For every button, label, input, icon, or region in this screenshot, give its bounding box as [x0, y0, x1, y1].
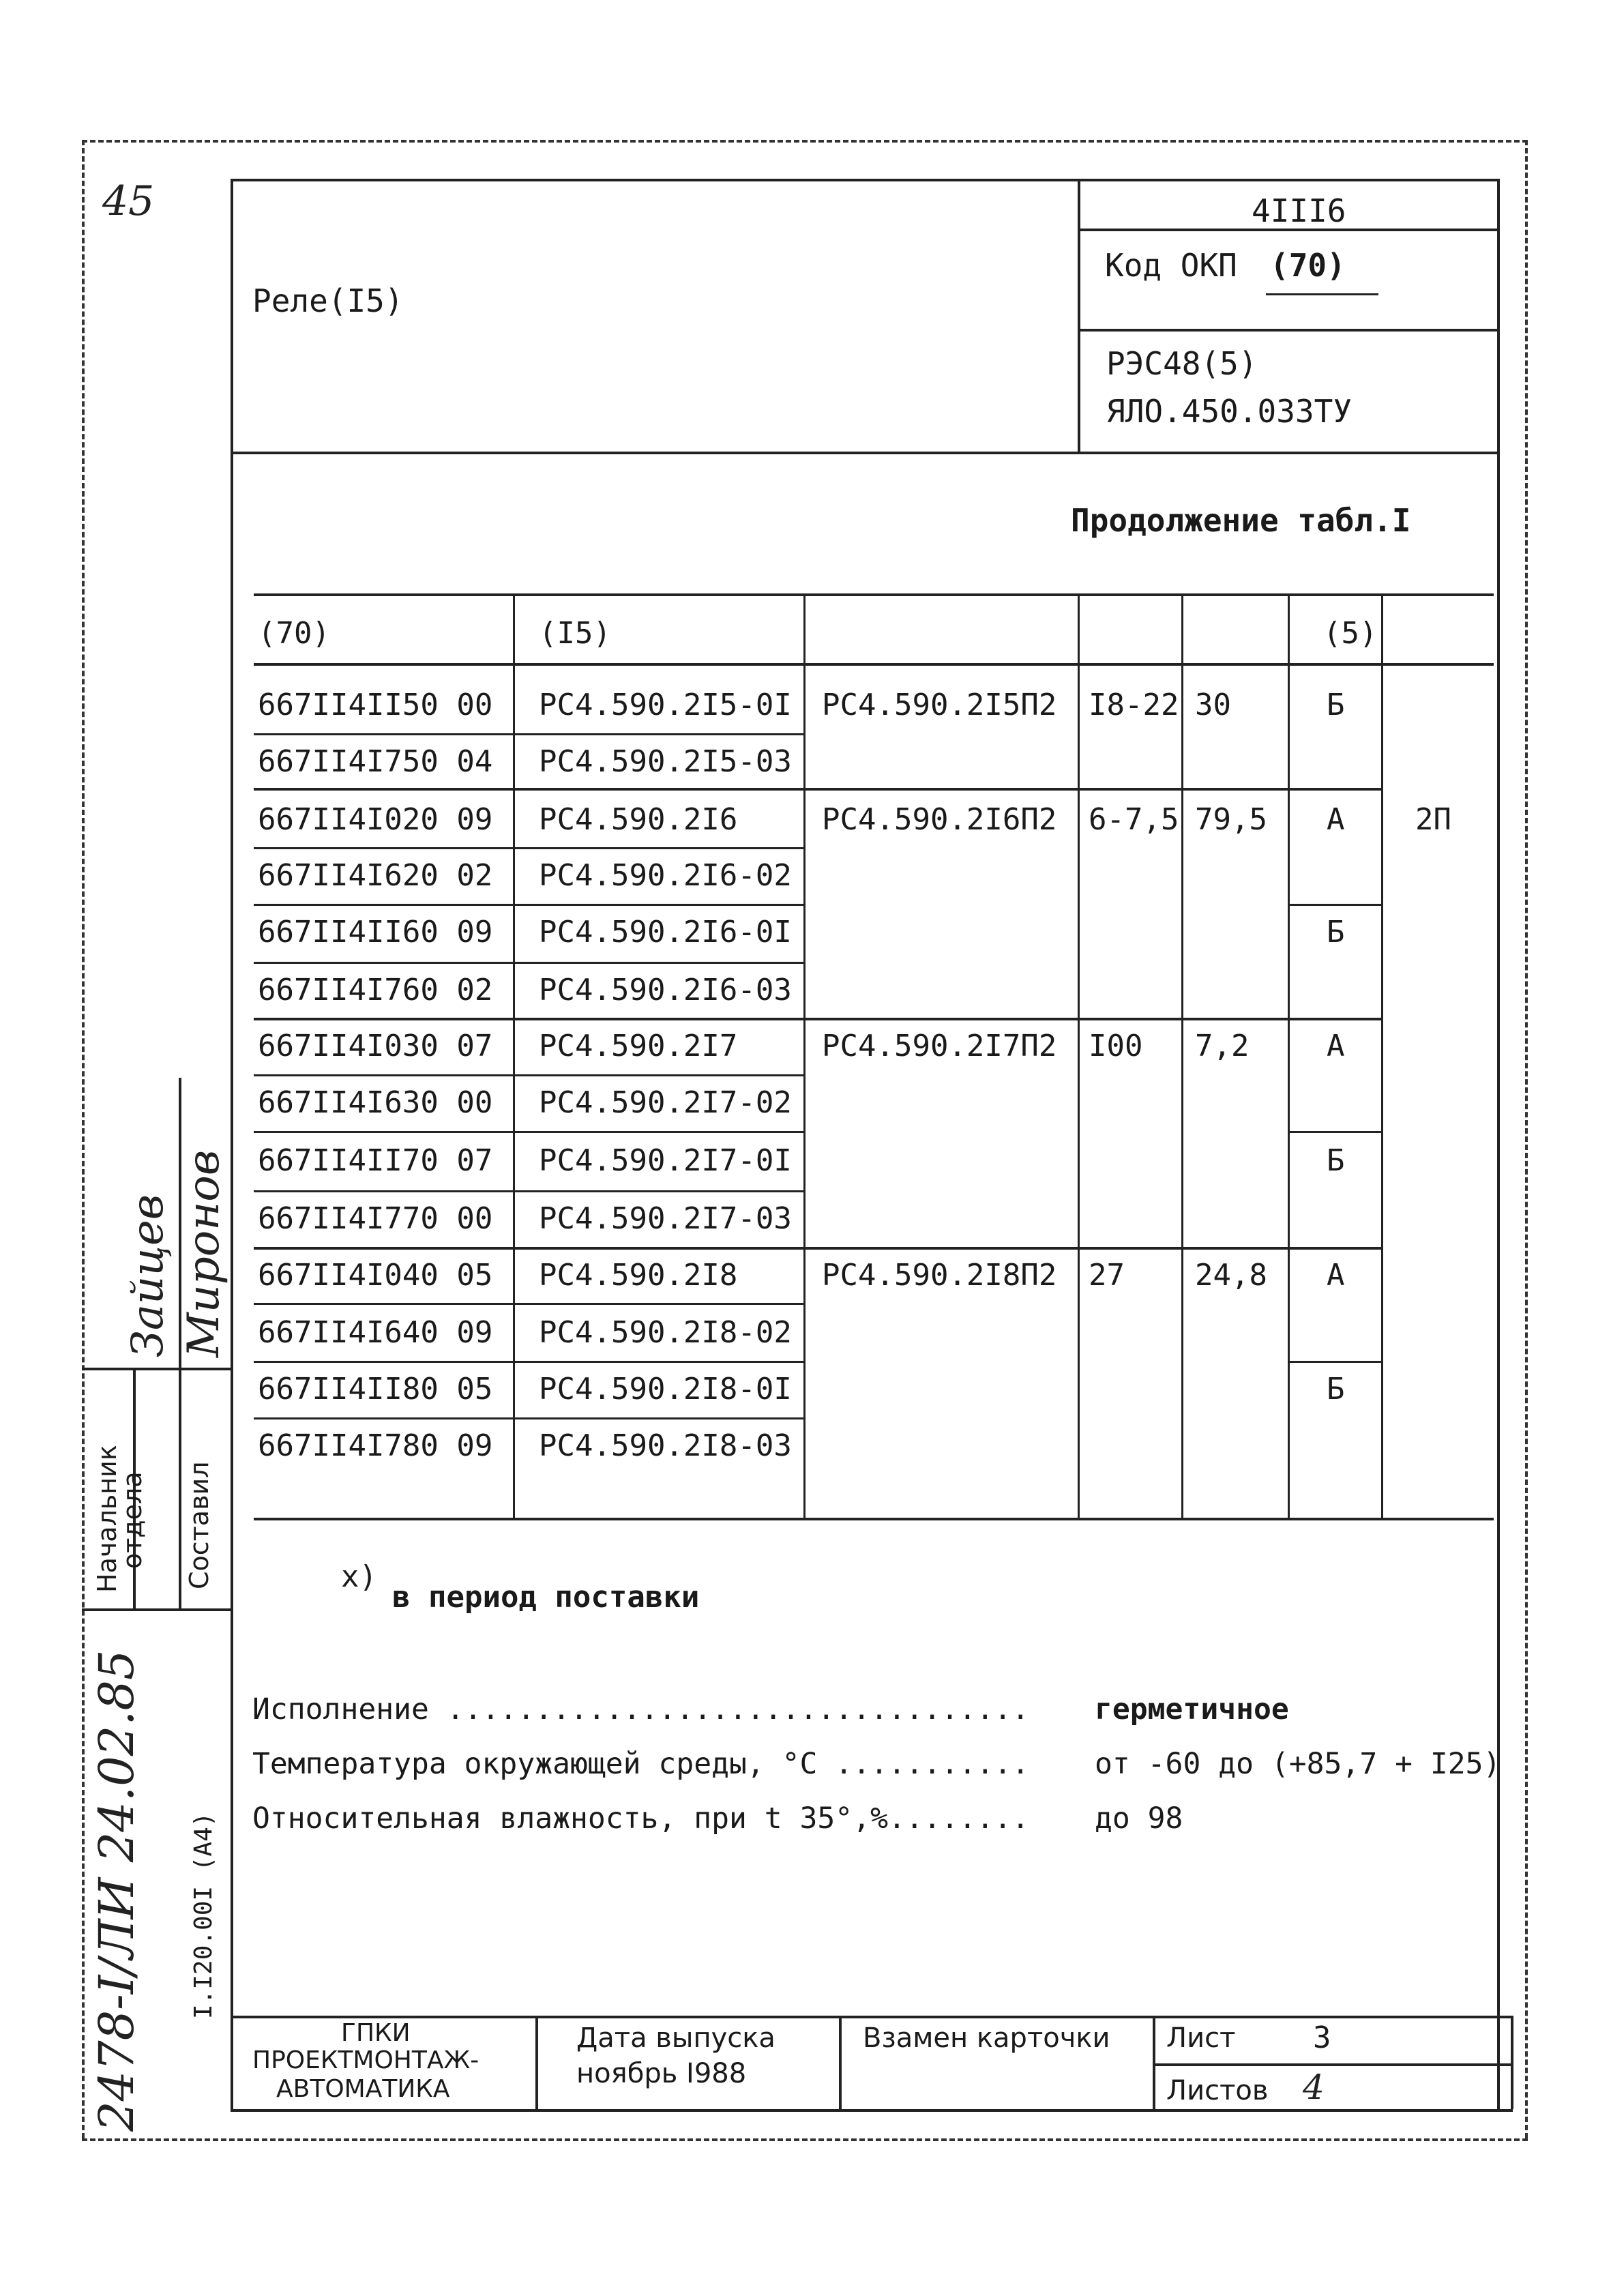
header-top-border: [231, 179, 1499, 181]
table-cell: РС4.590.2I6-02: [539, 858, 792, 893]
sheets-value: 4: [1303, 2067, 1325, 2107]
table-header-bottom: [254, 663, 1494, 666]
header-divider: [1078, 179, 1080, 452]
col-divider-5: [1288, 593, 1290, 1518]
property-value-execution: герметичное: [1095, 1692, 1289, 1726]
footer-div-1: [535, 2016, 538, 2109]
table-cell: 667II4I020 09: [258, 802, 493, 837]
row-line: [254, 1131, 805, 1133]
table-cell: РС4.590.2I6: [539, 802, 738, 837]
sheets-label: Листов: [1166, 2075, 1269, 2106]
spec-label: ЯЛО.450.033ТУ: [1106, 393, 1353, 430]
table-cell: Б: [1327, 1372, 1345, 1407]
sheet-label: Лист: [1166, 2022, 1236, 2054]
form-code: I.I20.00I (A4): [190, 1812, 218, 2019]
author-label: Составил: [184, 1461, 214, 1589]
table-cell: РС4.590.2I7-03: [539, 1201, 792, 1236]
group-line-2: [254, 1018, 1383, 1020]
page-number: 45: [102, 177, 155, 225]
table-cell: РС4.590.2I8: [539, 1258, 738, 1293]
frame-top-edge: [82, 140, 1528, 143]
footnote-text: в период поставки: [392, 1580, 700, 1615]
table-cell: РС4.590.2I8-02: [539, 1315, 792, 1350]
table-cell: 2П: [1415, 802, 1451, 837]
signature-head: Зайцев: [123, 1194, 173, 1357]
table-cell: I8-22: [1089, 688, 1179, 722]
okp-label: Код ОКП: [1105, 247, 1237, 284]
col-header-5: (5): [1323, 616, 1378, 651]
row-line: [254, 1303, 805, 1305]
table-cell: 667II4II50 00: [258, 688, 493, 722]
card-number: 4III6: [1252, 192, 1346, 229]
footnote-mark: х): [341, 1559, 377, 1594]
header-bottom-border: [231, 452, 1499, 454]
issue-label: Дата выпуска: [576, 2022, 775, 2054]
table-cell: РС4.590.2I7-02: [539, 1085, 792, 1120]
org-line-1: ГПКИ: [341, 2019, 411, 2047]
main-left-border: [231, 179, 233, 2109]
sheet-value: 3: [1313, 2020, 1331, 2055]
signature-author: Миронов: [179, 1149, 229, 1357]
table-cell: 667II4II80 05: [258, 1372, 493, 1407]
sub-line-5: [1288, 1361, 1383, 1363]
frame-bottom-edge: [82, 2138, 1528, 2141]
row-line: [254, 962, 805, 964]
table-cell: 30: [1195, 688, 1231, 722]
table-cell: 79,5: [1195, 802, 1267, 837]
table-cell: РС4.590.2I6-03: [539, 973, 792, 1007]
row-line: [254, 1074, 805, 1076]
stamp-bottom: [82, 1608, 232, 1611]
col-header-designation: (I5): [539, 616, 611, 651]
col-divider-2: [803, 593, 806, 1518]
org-line-3: АВТОМАТИКА: [276, 2075, 450, 2103]
table-cell: РС4.590.2I7П2: [822, 1029, 1057, 1063]
replace-label: Взамен карточки: [863, 2022, 1110, 2054]
table-cell: РС4.590.2I5-03: [539, 744, 792, 779]
table-cell: 667II4I760 02: [258, 973, 493, 1007]
group-line-1: [254, 788, 1383, 791]
table-cell: 667II4I040 05: [258, 1258, 493, 1293]
col-divider-1: [513, 593, 515, 1518]
table-cell: 6-7,5: [1089, 802, 1179, 837]
main-right-border: [1497, 179, 1500, 2109]
row-line: [254, 1190, 805, 1192]
table-cell: РС4.590.2I6П2: [822, 802, 1057, 837]
footer-sheet-line: [1153, 2063, 1511, 2066]
row-line: [254, 733, 805, 735]
col-header-okp: (70): [258, 616, 330, 651]
property-label-execution: Исполнение .................................: [252, 1692, 1030, 1726]
table-cell: Б: [1327, 688, 1345, 722]
table-cell: РС4.590.2I8П2: [822, 1258, 1057, 1293]
table-cell: А: [1327, 802, 1345, 837]
row-line: [254, 1417, 805, 1419]
table-cell: РС4.590.2I5-0I: [539, 688, 792, 722]
row-line: [254, 904, 805, 906]
col-divider-6: [1381, 593, 1383, 1518]
table-cell: 667II4II70 07: [258, 1143, 493, 1178]
frame-left-edge: [82, 140, 85, 2138]
table-cell: 667II4I780 09: [258, 1428, 493, 1463]
table-cell: 667II4II60 09: [258, 915, 493, 950]
col-divider-3: [1078, 593, 1080, 1518]
table-top-border: [254, 593, 1494, 596]
footer-bottom: [231, 2109, 1513, 2112]
table-cell: 667II4I030 07: [258, 1029, 493, 1063]
archive-note: 2478-I/ЛИ 24.02.85: [89, 1649, 145, 2132]
property-value-temperature: от -60 до (+85,7 + I25): [1095, 1747, 1501, 1781]
table-cell: 7,2: [1195, 1029, 1250, 1063]
property-label-temperature: Температура окружающей среды, °С ...........: [252, 1747, 1030, 1781]
table-cell: А: [1327, 1258, 1345, 1293]
group-line-3: [254, 1247, 1383, 1250]
table-cell: 24,8: [1195, 1258, 1267, 1293]
table-cell: Б: [1327, 915, 1345, 950]
table-cell: РС4.590.2I8-03: [539, 1428, 792, 1463]
property-value-humidity: до 98: [1095, 1801, 1183, 1836]
table-cell: 27: [1089, 1258, 1125, 1293]
table-cell: РС4.590.2I5П2: [822, 688, 1057, 722]
footer-div-2: [839, 2016, 842, 2109]
footer-div-3: [1153, 2016, 1155, 2109]
table-bottom-border: [254, 1518, 1494, 1520]
okp-underline: [1266, 293, 1378, 295]
stamp-top: [82, 1368, 232, 1370]
table-cell: I00: [1089, 1029, 1143, 1063]
issue-date: ноябрь I988: [576, 2058, 747, 2089]
table-cell: 667II4I750 04: [258, 744, 493, 779]
row-line: [254, 1361, 805, 1363]
table-cell: А: [1327, 1029, 1345, 1063]
org-line-2: ПРОЕКТМОНТАЖ-: [252, 2046, 479, 2074]
table-cell: 667II4I620 02: [258, 858, 493, 893]
head-label-1: Начальник: [92, 1445, 122, 1593]
table-cell: 667II4I640 09: [258, 1315, 493, 1350]
table-cell: Б: [1327, 1143, 1345, 1178]
table-cell: РС4.590.2I7-0I: [539, 1143, 792, 1178]
sub-line-5: [1288, 904, 1383, 906]
property-label-humidity: Относительная влажность, при t 35°,%........: [252, 1801, 1030, 1836]
frame-right-edge: [1525, 140, 1528, 2138]
table-cell: РС4.590.2I7: [539, 1029, 738, 1063]
type-label: РЭС48(5): [1106, 345, 1258, 382]
footer-right: [1511, 2016, 1513, 2109]
row-line: [254, 847, 805, 849]
header-line-2: [1078, 329, 1497, 332]
table-cell: 667II4I770 00: [258, 1201, 493, 1236]
sub-line-5: [1288, 1131, 1383, 1133]
footer-top: [231, 2016, 1513, 2018]
table-caption: Продолжение табл.I: [1071, 502, 1411, 539]
head-label-2: отдела: [117, 1471, 147, 1569]
table-cell: 667II4I630 00: [258, 1085, 493, 1120]
product-title: Реле(I5): [252, 282, 404, 319]
table-cell: РС4.590.2I8-0I: [539, 1372, 792, 1407]
okp-ref: (70): [1270, 247, 1346, 284]
col-divider-4: [1181, 593, 1183, 1518]
table-cell: РС4.590.2I6-0I: [539, 915, 792, 950]
